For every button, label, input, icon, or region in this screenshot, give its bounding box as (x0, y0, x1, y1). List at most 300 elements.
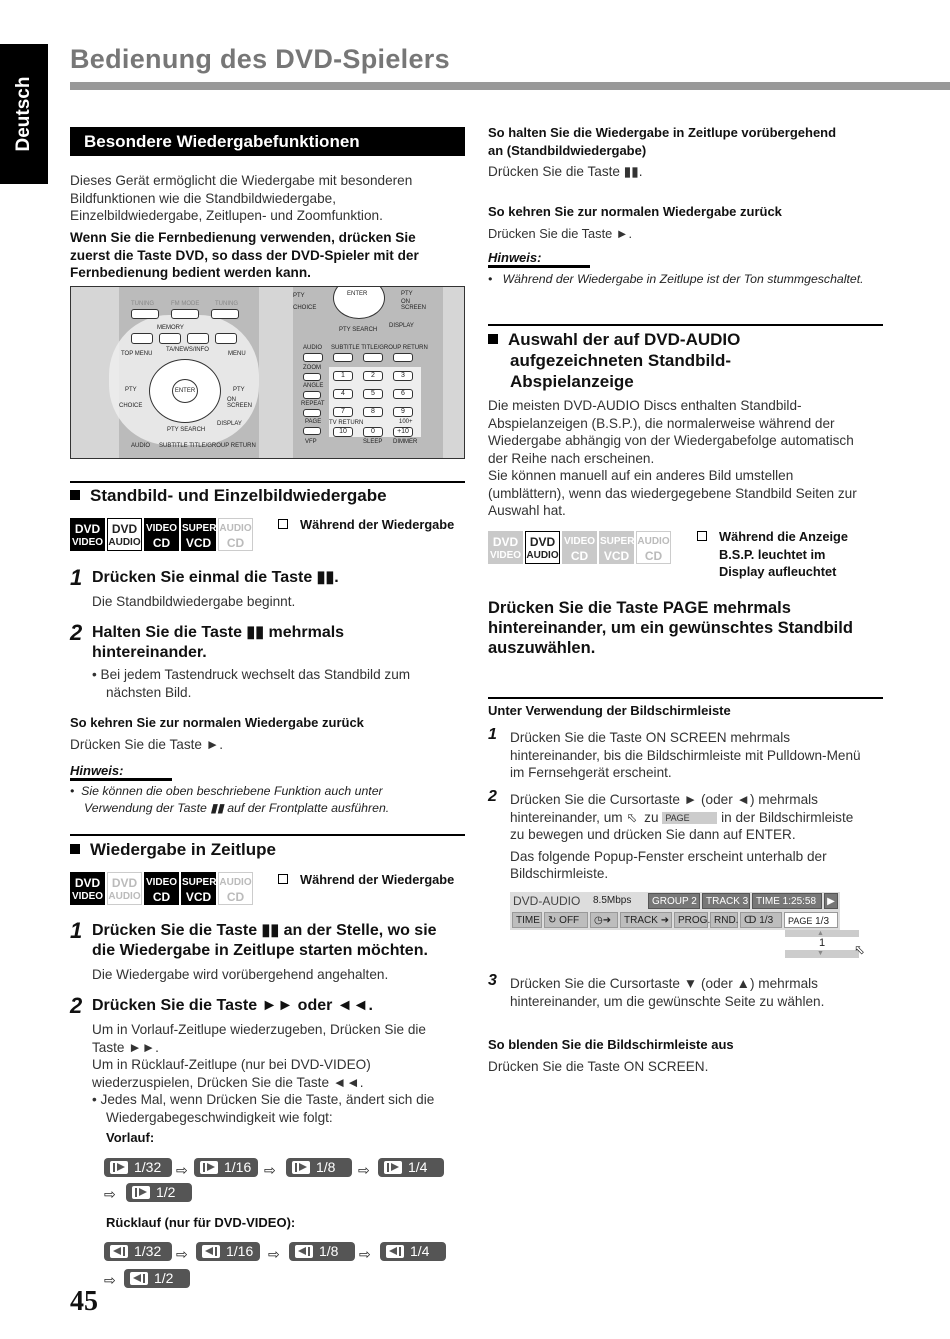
remote-label: MENU (228, 351, 246, 357)
disc-label: SUPER (182, 523, 217, 534)
disc-icons-standbild (70, 518, 255, 551)
intro-line: (umblättern), wenn das wiedergegebene Standbild Seiten zur (488, 485, 857, 501)
remote-label: PTY (125, 387, 137, 393)
step-line: hintereinander, um (510, 809, 623, 825)
intro-text (70, 172, 465, 225)
disc-label: CD (644, 549, 663, 563)
step-line: hintereinander, um die gewünschte Seite zu wählen. (510, 993, 825, 1009)
section-header: Besondere Wiedergabefunktionen (70, 127, 465, 156)
intro-bold-line: Fernbedienung bedient werden kann. (70, 265, 311, 280)
section-title-zeitlupe (70, 840, 276, 860)
step-line: zu bewegen und drücken Sie dann auf ENTER. (510, 827, 796, 842)
intro-line: Wiedergabe abhängig von der Wiedergabefolge automatisch (488, 433, 854, 448)
title-group-button (363, 353, 383, 362)
speed-value: 1/16 (226, 1243, 254, 1259)
section-title-text: aufgezeichneten Standbild- (510, 351, 732, 370)
remote-label: 100+ (399, 419, 413, 425)
remote-label: TUNING (215, 301, 238, 307)
remote-illustration (70, 286, 465, 459)
osd-rnd-button: RND. (710, 912, 738, 928)
remote-label: AUDIO (303, 345, 323, 351)
speed-value: 1/2 (156, 1184, 176, 1200)
down-arrow-icon: ▼ (817, 950, 824, 957)
step-line: im Fernsehgerät erscheint. (510, 765, 672, 780)
osd-page-button (784, 912, 838, 928)
remote-label: ZOOM (303, 365, 321, 371)
page-button (303, 427, 321, 435)
osd-next-icon: ▶ (824, 893, 838, 909)
disc-label: DVD (492, 535, 519, 549)
disc-label: VIDEO (71, 537, 104, 548)
step-2-zeitlupe (70, 993, 82, 1019)
dvd-video-icon (488, 531, 523, 564)
audio-cd-icon (218, 518, 253, 551)
speed-value: 1/16 (224, 1159, 252, 1175)
disc-label: CD (226, 536, 245, 550)
osd-audio-button (740, 912, 782, 928)
step-text-line: Drücken Sie die Taste ▮▮ an der Stelle, wo sie (92, 922, 437, 939)
disc-label: VCD (603, 549, 630, 563)
remote-label: DISPLAY (217, 421, 242, 427)
speed-chip-forward (126, 1183, 192, 1202)
intro-bold-line: zuerst die Taste DVD, so dass der DVD-Spieler mit der (70, 247, 419, 263)
return-heading: So kehren Sie zur normalen Wiedergabe zurück (488, 204, 782, 219)
remote-label: ENTER (347, 291, 368, 297)
osd-track-button (620, 912, 672, 928)
section-title-text: Auswahl der auf DVD-AUDIO (508, 330, 741, 349)
key-9: 9 (393, 407, 413, 417)
square-bullet-icon (488, 334, 498, 344)
key-2: 2 (363, 371, 383, 381)
remote-label: AUDIO (131, 443, 151, 449)
step-desc: Die Standbildwiedergabe beginnt. (92, 594, 296, 609)
disc-label: DVD (529, 535, 556, 549)
speed-chip-forward (194, 1158, 258, 1177)
audio-cd-icon (218, 872, 253, 905)
step-line: zu (644, 809, 659, 825)
dvd-video-icon (70, 518, 105, 551)
next-button (211, 309, 239, 319)
next-arrow-icon: ⇨ (104, 1186, 116, 1202)
disc-label: CD (152, 890, 171, 904)
disc-label: DVD (111, 522, 138, 536)
osd-group: GROUP 2 (648, 893, 700, 909)
disc-label: AUDIO (108, 891, 141, 902)
checkbox-icon (278, 874, 288, 884)
note-line: Verwendung der Taste ▮▮ auf der Frontplatte ausführen. (84, 801, 390, 815)
heading-line: So halten Sie die Wiedergabe in Zeitlupe vorübergehend (488, 125, 837, 140)
clock-arrow-icon: ◷➜ (594, 915, 612, 926)
intro-line: Die meisten DVD-AUDIO Discs enthalten Standbild- (488, 398, 802, 413)
remote-label: MEMORY (157, 325, 184, 331)
dvd-audio-intro (488, 397, 888, 520)
onscreen-step-1 (488, 726, 497, 744)
step-1-standbild (70, 565, 82, 591)
fastforward-button (215, 333, 237, 344)
remote-label: TV RETURN (329, 420, 364, 426)
video-cd-icon (562, 531, 597, 564)
condition-standbild (278, 516, 454, 534)
step-number: 2 (70, 993, 83, 1018)
disc-label: AUDIO (526, 550, 559, 561)
enter-button: ENTER (172, 379, 198, 403)
step-desc-line: Das folgende Popup-Fenster erscheint unterhalb der (510, 848, 827, 864)
play-button (171, 309, 199, 319)
note-rule (488, 265, 590, 268)
key-8: 8 (363, 407, 383, 417)
language-tab (0, 44, 48, 184)
angle-button (303, 391, 321, 399)
onscreen-bar-row1 (510, 892, 840, 910)
step-line: in der Bildschirmleiste (721, 809, 854, 825)
square-bullet-icon (70, 844, 80, 854)
remote-label: CHOICE (119, 403, 143, 409)
remote-label: PTY SEARCH (339, 327, 378, 333)
super-vcd-icon (599, 531, 634, 564)
disc-label: AUDIO (108, 537, 141, 548)
step-text-line: die Wiedergabe in Zeitlupe starten möchten. (92, 942, 428, 959)
remote-label: CHOICE (293, 305, 317, 311)
onscreen-heading: Unter Verwendung der Bildschirmleiste (488, 703, 731, 718)
square-bullet-icon (70, 490, 80, 500)
disc-label: VIDEO (71, 891, 104, 902)
osd-clock-button (590, 912, 618, 928)
note-text: • Während der Wiedergabe in Zeitlupe ist der Ton stummgeschaltet. (488, 272, 864, 286)
video-cd-icon (144, 872, 179, 905)
desc-line: Um in Rücklauf-Zeitlupe (nur bei DVD-VIDEO) (92, 1057, 371, 1072)
remote-label: REPEAT (301, 401, 325, 407)
disc-label: DVD (74, 522, 101, 536)
slow-forward-icon (200, 1161, 218, 1174)
super-vcd-icon (181, 872, 216, 905)
section-rule (70, 834, 465, 836)
speed-value: 1/32 (134, 1243, 162, 1259)
bullet-line: Bei jedem Tastendruck wechselt das Standbild zum (100, 667, 411, 682)
remote-label: FM MODE (171, 301, 200, 307)
note-label: Hinweis: (488, 250, 542, 265)
desc-line: wiederzuspielen, Drücken Sie die Taste ◄◄. (92, 1074, 364, 1090)
speed-value: 1/4 (408, 1159, 428, 1175)
slow-pause-heading (488, 124, 888, 160)
note-line: Sie können die oben beschriebene Funktion auch unter (81, 784, 383, 798)
section-title-text: Wiedergabe in Zeitlupe (90, 840, 276, 859)
video-cd-icon (144, 518, 179, 551)
disc-label: SUPER (182, 877, 217, 888)
return-heading: So kehren Sie zur normalen Wiedergabe zurück (70, 715, 364, 730)
repeat-button (303, 409, 321, 417)
speed-chip-forward (104, 1158, 172, 1177)
key-10: 10 (333, 427, 353, 437)
return-button (393, 353, 413, 362)
remote-label: ANGLE (303, 383, 324, 389)
slow-pause-text: Drücken Sie die Taste ▮▮. (488, 164, 643, 179)
next-arrow-icon: ⇨ (104, 1272, 116, 1288)
remote-label: SLEEP (363, 439, 383, 445)
disc-label: VCD (185, 890, 212, 904)
onscreen-bar (510, 892, 840, 930)
hide-bar-text: Drücken Sie die Taste ON SCREEN. (488, 1059, 709, 1074)
dvd-audio-icon (107, 518, 142, 551)
note-label: Hinweis: (70, 763, 124, 778)
audio-channel-icon: ↀ (744, 915, 757, 926)
intro-bold (70, 229, 465, 282)
step-line: Drücken Sie die Taste ON SCREEN mehrmals (510, 730, 791, 745)
intro-line: Sie können manuell auf ein anderes Bild umstellen (488, 468, 794, 483)
slow-reverse-icon (295, 1245, 313, 1258)
step-number: 1 (488, 726, 497, 743)
subtitle-button (333, 353, 353, 362)
disc-label: DVD (111, 876, 138, 890)
forward-label: Vorlauf: (106, 1130, 155, 1145)
pause-button (187, 333, 209, 344)
speed-chip-reverse (289, 1242, 355, 1261)
step-number: 3 (488, 972, 497, 989)
desc-line: Taste ►►. (92, 1039, 159, 1055)
condition-text: Display aufleuchtet (719, 564, 837, 579)
checkbox-icon (697, 531, 707, 541)
remote-label: TOP MENU (121, 351, 153, 357)
remote-label: SUBTITLE TITLE/GROUP RETURN (159, 443, 256, 449)
remote-label: PAGE (305, 419, 322, 425)
super-vcd-icon (181, 518, 216, 551)
condition-text: Während der Wiedergabe (300, 517, 455, 532)
step-text-line: Halten Sie die Taste ▮▮ mehrmals (92, 624, 345, 641)
instruction-line: hintereinander, um ein gewünschtes Standbild (488, 619, 853, 637)
page-number: 45 (70, 1286, 98, 1317)
onscreen-step-3 (488, 972, 497, 990)
disc-icons-dvd-audio (488, 531, 673, 564)
onscreen-step-3-text (510, 975, 890, 1010)
key-plus10: +10 (393, 427, 413, 437)
disc-label: AUDIO (219, 877, 252, 888)
step-text (92, 921, 437, 961)
dvd-audio-icon (525, 531, 560, 564)
remote-label: VFP (305, 439, 317, 445)
section-title-standbild (70, 486, 387, 506)
dvd-audio-icon (107, 872, 142, 905)
section-title-dvd-audio (488, 329, 740, 392)
speed-value: 1/32 (134, 1159, 162, 1175)
next-arrow-icon: ⇨ (358, 1162, 370, 1178)
arrow-right-icon: ➜ (660, 915, 670, 926)
return-text: Drücken Sie die Taste ►. (488, 226, 633, 241)
popup-value: 1 (785, 937, 859, 950)
osd-time: TIME 1:25:58 (752, 893, 822, 909)
intro-line: Auswahl hat. (488, 503, 566, 518)
osd-disc-type: DVD-AUDIO (510, 893, 590, 909)
condition-text: Während der Wiedergabe (300, 872, 455, 887)
disc-label: VIDEO (489, 550, 522, 561)
section-title-text: Abspielanzeige (510, 372, 634, 391)
disc-label: CD (152, 536, 171, 550)
page-title: Bedienung des DVD-Spielers (70, 44, 450, 74)
step-desc: Die Wiedergabe wird vorübergehend angehalten. (92, 967, 389, 982)
slow-forward-icon (384, 1161, 402, 1174)
step-number: 1 (70, 565, 83, 590)
step-2-standbild (70, 620, 82, 646)
disc-label: AUDIO (637, 536, 670, 547)
onscreen-bar-row2 (510, 911, 840, 929)
remote-label: DISPLAY (389, 323, 414, 329)
bullet-line: Wiedergabegeschwindigkeit wie folgt: (106, 1109, 333, 1125)
step-desc-line: Bildschirmleiste. (510, 866, 609, 881)
osd-track-label: TRACK (624, 915, 658, 926)
note-line: Während der Wiedergabe in Zeitlupe ist der Ton stummgeschaltet. (502, 272, 864, 286)
stop-button (159, 333, 181, 344)
next-arrow-icon: ⇨ (176, 1162, 188, 1178)
slow-reverse-icon (110, 1245, 128, 1258)
audio-button (303, 353, 323, 362)
rewind-button (131, 333, 153, 344)
disc-label: CD (570, 549, 589, 563)
remote-label: ON SCREEN (401, 299, 427, 311)
osd-page-label: PAGE (788, 916, 813, 926)
remote-label: PTY (293, 293, 305, 299)
step-text: Drücken Sie die Taste ►► oder ◄◄. (92, 997, 373, 1014)
section-rule (488, 697, 883, 699)
instruction-line: auszuwählen. (488, 639, 596, 657)
condition-zeitlupe (278, 871, 454, 889)
osd-page-value: 1/3 (815, 916, 830, 927)
remote-label: PTY (233, 387, 245, 393)
zoom-button (303, 373, 321, 381)
note-text: • Sie können die oben beschriebene Funktion auch unter Verwendung der Taste ▮▮ auf der Frontplatte ausführen. (70, 783, 465, 817)
step-line: hintereinander, bis die Bildschirmleiste mit Pulldown-Menü (510, 747, 861, 763)
step-bullet: • Bei jedem Tastendruck wechselt das Standbild zum nächsten Bild. (92, 666, 464, 701)
intro-line: Dieses Gerät ermöglicht die Wiedergabe mit besonderen (70, 173, 413, 188)
onscreen-step-1-text (510, 729, 890, 782)
remote-label: SUBTITLE TITLE/GROUP RETURN (331, 345, 428, 351)
section-rule (70, 481, 465, 483)
key-6: 6 (393, 389, 413, 399)
disc-label: VIDEO (563, 536, 596, 547)
next-arrow-icon: ⇨ (359, 1246, 371, 1262)
remote-label: TUNING (131, 301, 154, 307)
checkbox-icon (278, 519, 288, 529)
disc-label: CD (226, 890, 245, 904)
step-1-zeitlupe (70, 918, 82, 944)
intro-line: Abspielanzeigen (B.S.P.), die normalerweise während der (488, 415, 835, 431)
slow-reverse-icon (386, 1245, 404, 1258)
step-text-line: hintereinander. (92, 644, 207, 661)
title-rule (70, 82, 950, 90)
remote-label: TA/NEWS/INFO (166, 347, 209, 353)
heading-line: an (Standbildwiedergabe) (488, 143, 647, 158)
speed-chip-reverse (124, 1269, 190, 1288)
next-arrow-icon: ⇨ (268, 1246, 280, 1262)
key-3: 3 (393, 371, 413, 381)
instruction-line: Drücken Sie die Taste PAGE mehrmals (488, 599, 791, 617)
onscreen-step-2 (488, 788, 497, 806)
bullet-line: nächsten Bild. (106, 684, 192, 700)
remote-label: ON SCREEN (227, 397, 253, 409)
key-7: 7 (333, 407, 353, 417)
speed-chip-reverse (196, 1242, 260, 1261)
intro-line: Bildfunktionen wie die Standbildwiedergabe, (70, 190, 337, 206)
disc-label: VIDEO (145, 523, 178, 534)
step-desc: Um in Vorlauf-Zeitlupe wiederzugeben, Drücken Sie die Taste ►►. Um in Rücklauf-Zeitlupe (nur bei DVD-VIDEO) wiederzuspielen, Drücken Sie die Taste ◄◄. • Jedes Mal, wenn Drücken Sie die Taste, ändert sich die Wiedergabegeschwindigkeit wie folgt: (92, 1021, 464, 1126)
osd-track: TRACK 3 (702, 893, 750, 909)
key-5: 5 (363, 389, 383, 399)
note-rule (70, 778, 172, 781)
key-1: 1 (333, 371, 353, 381)
next-arrow-icon: ⇨ (264, 1162, 276, 1178)
speed-chip-forward (378, 1158, 444, 1177)
osd-repeat-label: OFF (559, 915, 580, 926)
osd-repeat-button (544, 912, 588, 928)
condition-text: B.S.P. leuchtet im (719, 546, 826, 562)
slow-reverse-icon (130, 1272, 148, 1285)
speed-value: 1/4 (410, 1243, 430, 1259)
up-arrow-icon: ▲ (817, 930, 824, 937)
speed-value: 1/8 (319, 1243, 339, 1259)
slow-forward-icon (292, 1161, 310, 1174)
desc-line: Um in Vorlauf-Zeitlupe wiederzugeben, Drücken Sie die (92, 1022, 426, 1037)
section-rule (488, 324, 883, 326)
page-popup (785, 930, 859, 958)
cursor-arrow-icon: ⬁ (626, 809, 638, 825)
return-text: Drücken Sie die Taste ►. (70, 737, 223, 752)
intro-line: Einzelbildwiedergabe, Zeitlupen- und Zoomfunktion. (70, 208, 383, 223)
disc-icons-zeitlupe (70, 872, 255, 905)
speed-chip-reverse (104, 1242, 172, 1261)
next-arrow-icon: ⇨ (176, 1246, 188, 1262)
slow-forward-icon (132, 1186, 150, 1199)
slow-forward-icon (110, 1161, 128, 1174)
condition-dvd-audio (697, 528, 848, 581)
audio-cd-icon (636, 531, 671, 564)
disc-label: DVD (74, 876, 101, 890)
disc-label: VIDEO (145, 877, 178, 888)
repeat-icon: ↻ (548, 915, 557, 926)
speed-value: 1/2 (154, 1270, 174, 1286)
page-chip: PAGE (662, 812, 717, 824)
cursor-arrow-icon: ⬁ (854, 942, 865, 957)
bullet-line: Jedes Mal, wenn Drücken Sie die Taste, ändert sich die (100, 1092, 435, 1107)
disc-label: AUDIO (219, 523, 252, 534)
step-text: Drücken Sie einmal die Taste ▮▮. (92, 569, 339, 586)
remote-label: DIMMER (393, 439, 418, 445)
osd-audio-value: 1/3 (759, 915, 774, 926)
step-number: 1 (70, 918, 83, 943)
dvd-video-icon (70, 872, 105, 905)
speed-chip-reverse (380, 1242, 446, 1261)
key-4: 4 (333, 389, 353, 399)
page-instruction (488, 598, 853, 658)
speed-chip-forward (286, 1158, 352, 1177)
hide-bar-heading: So blenden Sie die Bildschirmleiste aus (488, 1037, 734, 1052)
condition-text: Während die Anzeige (719, 529, 848, 544)
step-line: Drücken Sie die Cursortaste ▼ (oder ▲) mehrmals (510, 976, 818, 991)
intro-line: der Reihe nach erscheinen. (488, 450, 655, 466)
onscreen-step-2-text (510, 791, 890, 883)
step-number: 2 (70, 620, 83, 645)
reverse-label: Rücklauf (nur für DVD-VIDEO): (106, 1215, 296, 1230)
remote-label: PTY (401, 291, 413, 297)
language-tab-label: Deutsch (13, 76, 34, 152)
disc-label: VCD (185, 536, 212, 550)
section-title-text: Standbild- und Einzelbildwiedergabe (90, 486, 387, 505)
disc-label: SUPER (600, 536, 635, 547)
key-0: 0 (363, 427, 383, 437)
osd-prog-button: PROG. (674, 912, 708, 928)
step-number: 2 (488, 788, 497, 805)
step-text (92, 623, 344, 663)
speed-value: 1/8 (316, 1159, 336, 1175)
osd-time-button: TIME (512, 912, 542, 928)
slow-reverse-icon (202, 1245, 220, 1258)
intro-bold-line: Wenn Sie die Fernbedienung verwenden, drücken Sie (70, 230, 416, 245)
